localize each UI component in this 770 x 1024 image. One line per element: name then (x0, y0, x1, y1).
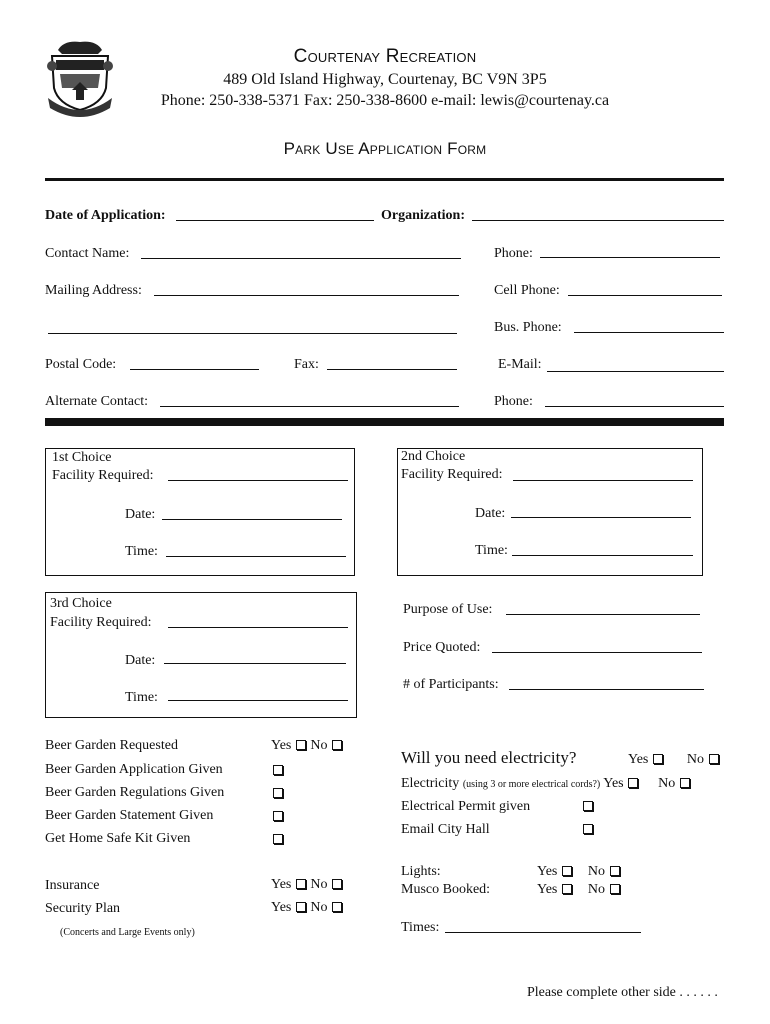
organization-field[interactable] (472, 220, 724, 221)
participants-field[interactable] (509, 689, 704, 690)
musco-yes-checkbox[interactable] (562, 884, 572, 894)
second-date-field[interactable] (511, 517, 691, 518)
beer-regulations-given-label: Beer Garden Regulations Given (45, 785, 225, 800)
fax-label: Fax: (294, 357, 319, 372)
beer-statement-checkbox[interactable] (273, 811, 283, 821)
first-facility-label: Facility Required: (52, 468, 154, 483)
third-facility-field[interactable] (168, 627, 348, 628)
no-label: No (658, 776, 676, 791)
alternate-contact-field[interactable] (160, 406, 459, 407)
lights-label: Lights: (401, 864, 441, 879)
home-safe-kit-label: Get Home Safe Kit Given (45, 831, 191, 846)
beer-garden-requested-options (271, 738, 343, 754)
electricity-no-checkbox[interactable] (680, 778, 690, 788)
yes-label: Yes (537, 864, 558, 879)
insurance-yes-checkbox[interactable] (296, 879, 306, 889)
musco-options (537, 882, 621, 898)
insurance-no-checkbox[interactable] (332, 879, 342, 889)
yes-label: Yes (271, 877, 292, 892)
complete-other-side-note: Please complete other side . . . . . . (527, 985, 718, 1000)
electricity-question: Will you need electricity? (401, 748, 577, 767)
first-time-label: Time: (125, 544, 158, 559)
org-contact-line: Phone: 250-338-5371 Fax: 250-338-8600 e-mail: lewis@courtenay.ca (160, 92, 610, 109)
second-time-field[interactable] (512, 555, 693, 556)
purpose-of-use-field[interactable] (506, 614, 700, 615)
email-field[interactable] (547, 371, 724, 372)
electricity-yes-checkbox[interactable] (628, 778, 638, 788)
yes-label: Yes (628, 752, 649, 767)
lights-options (537, 864, 621, 880)
third-time-field[interactable] (168, 700, 348, 701)
org-title: Courtenay Recreation (293, 46, 477, 67)
postal-code-field[interactable] (130, 369, 259, 370)
postal-code-label: Postal Code: (45, 357, 117, 372)
phone-field[interactable] (540, 257, 720, 258)
cell-phone-field[interactable] (568, 295, 722, 296)
security-plan-label: Security Plan (45, 901, 121, 916)
no-label: No (310, 738, 328, 753)
email-city-hall-checkbox[interactable] (583, 824, 593, 834)
musco-booked-label: Musco Booked: (401, 882, 491, 897)
electricity-row (401, 776, 691, 792)
times-label: Times: (401, 920, 440, 935)
third-time-label: Time: (125, 690, 158, 705)
security-yes-checkbox[interactable] (296, 902, 306, 912)
electricity-label: Electricity (401, 776, 460, 791)
electrical-permit-checkbox[interactable] (583, 801, 593, 811)
no-label: No (587, 864, 605, 879)
beer-garden-requested-label: Beer Garden Requested (45, 738, 178, 753)
org-address: 489 Old Island Highway, Courtenay, BC V9N 3P5 (223, 71, 547, 88)
date-of-application-field[interactable] (176, 220, 374, 221)
bus-phone-field[interactable] (574, 332, 724, 333)
cell-phone-label: Cell Phone: (494, 283, 560, 298)
first-date-label: Date: (125, 507, 156, 522)
no-label: No (310, 900, 328, 915)
section-divider (45, 418, 724, 426)
third-facility-label: Facility Required: (50, 615, 152, 630)
date-of-application-label: Date of Application: (45, 208, 166, 223)
need-electricity-no-checkbox[interactable] (709, 754, 719, 764)
lights-no-checkbox[interactable] (610, 866, 620, 876)
second-date-label: Date: (475, 506, 506, 521)
beer-statement-given-label: Beer Garden Statement Given (45, 808, 214, 823)
first-time-field[interactable] (166, 556, 346, 557)
beer-application-given-label: Beer Garden Application Given (45, 762, 223, 777)
price-quoted-field[interactable] (492, 652, 702, 653)
electricity-question-options (628, 752, 720, 768)
alt-phone-field[interactable] (545, 406, 724, 407)
no-label: No (310, 877, 328, 892)
security-no-checkbox[interactable] (332, 902, 342, 912)
organization-label: Organization: (381, 208, 465, 223)
no-label: No (587, 882, 605, 897)
fax-field[interactable] (327, 369, 457, 370)
security-plan-options (271, 900, 343, 916)
electricity-note: (using 3 or more electrical cords?) (462, 779, 601, 790)
second-facility-field[interactable] (513, 480, 693, 481)
insurance-options (271, 877, 343, 893)
third-date-field[interactable] (164, 663, 346, 664)
beer-requested-yes-checkbox[interactable] (296, 740, 306, 750)
home-safe-kit-checkbox[interactable] (273, 834, 283, 844)
participants-label: # of Participants: (403, 677, 499, 692)
mailing-address-field[interactable] (154, 295, 459, 296)
musco-no-checkbox[interactable] (610, 884, 620, 894)
beer-regulations-checkbox[interactable] (273, 788, 283, 798)
times-field[interactable] (445, 932, 641, 933)
third-choice-title: 3rd Choice (50, 596, 112, 611)
lights-yes-checkbox[interactable] (562, 866, 572, 876)
email-city-hall-label: Email City Hall (401, 822, 490, 837)
second-facility-label: Facility Required: (401, 467, 503, 482)
phone-label: Phone: (494, 246, 533, 261)
beer-requested-no-checkbox[interactable] (332, 740, 342, 750)
yes-label: Yes (603, 776, 624, 791)
second-choice-title: 2nd Choice (401, 449, 466, 464)
header-divider (45, 178, 724, 181)
security-plan-note: (Concerts and Large Events only) (60, 927, 195, 938)
mailing-address-label: Mailing Address: (45, 283, 142, 298)
second-time-label: Time: (475, 543, 508, 558)
mailing-address-line-2[interactable] (48, 333, 457, 334)
alt-phone-label: Phone: (494, 394, 533, 409)
first-date-field[interactable] (162, 519, 342, 520)
yes-label: Yes (271, 738, 292, 753)
bus-phone-label: Bus. Phone: (494, 320, 562, 335)
third-date-label: Date: (125, 653, 156, 668)
form-title: Park Use Application Form (283, 139, 487, 158)
contact-name-field[interactable] (141, 258, 461, 259)
yes-label: Yes (271, 900, 292, 915)
insurance-label: Insurance (45, 878, 100, 893)
yes-label: Yes (537, 882, 558, 897)
need-electricity-yes-checkbox[interactable] (653, 754, 663, 764)
purpose-of-use-label: Purpose of Use: (403, 602, 493, 617)
first-choice-title: 1st Choice (52, 450, 112, 465)
no-label: No (686, 752, 704, 767)
contact-name-label: Contact Name: (45, 246, 130, 261)
beer-application-checkbox[interactable] (273, 765, 283, 775)
email-label: E-Mail: (498, 357, 542, 372)
first-facility-field[interactable] (168, 480, 348, 481)
price-quoted-label: Price Quoted: (403, 640, 481, 655)
electrical-permit-label: Electrical Permit given (401, 799, 531, 814)
alternate-contact-label: Alternate Contact: (45, 394, 149, 409)
